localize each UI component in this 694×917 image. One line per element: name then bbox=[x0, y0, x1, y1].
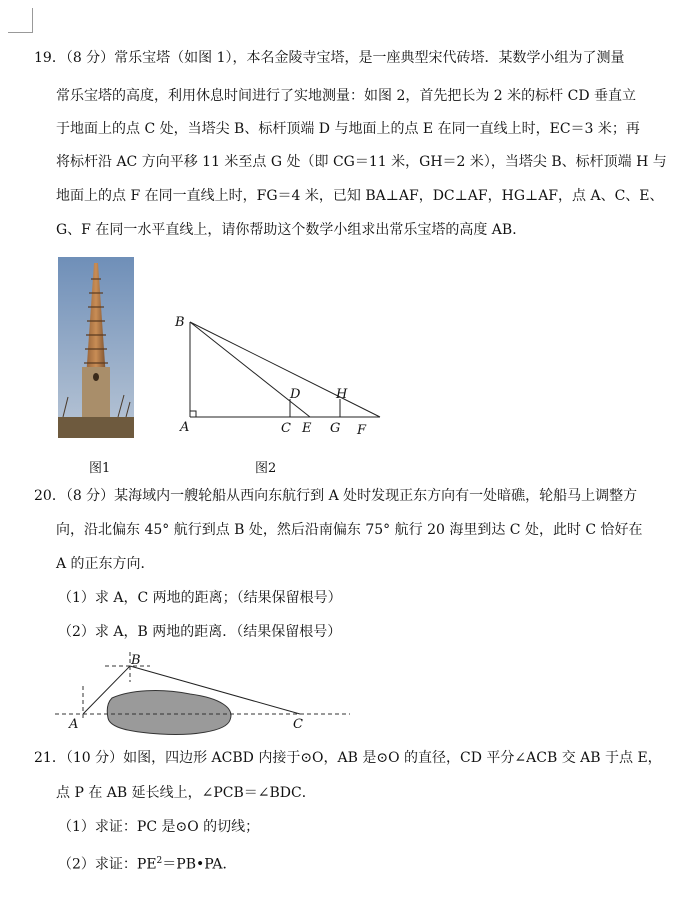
label-d: D bbox=[290, 387, 301, 402]
q21-part-2-suffix: ＝PB•PA． bbox=[162, 856, 237, 873]
figure-2-caption: 图2 bbox=[255, 461, 277, 476]
q21-part-1: （1）求证：PC 是⊙O 的切线； bbox=[58, 819, 260, 835]
q19-line-2: 常乐宝塔的高度，利用休息时间进行了实地测量：如图 2，首先把长为 2 米的标杆 CD 垂直立 bbox=[56, 88, 636, 104]
pagoda-photo bbox=[58, 257, 134, 438]
label-e: E bbox=[302, 421, 312, 436]
label-b: B bbox=[131, 653, 141, 668]
sight-line-be bbox=[190, 322, 310, 417]
q19-line-4: 将标杆沿 AC 方向平移 11 米至点 G 处（即 CG＝11 米，GH＝2 米），当塔尖 B、标杆顶端 H 与 bbox=[56, 154, 667, 170]
q19-line-5: 地面上的点 F 在同一直线上时，FG＝4 米，已知 BA⊥AF，DC⊥AF，HG⊥AF，点 A、C、E、 bbox=[56, 188, 664, 204]
label-g: G bbox=[330, 421, 341, 436]
q20-figure bbox=[50, 648, 360, 738]
label-b: B bbox=[175, 315, 185, 330]
q21-line-2: 点 P 在 AB 延长线上，∠PCB＝∠BDC． bbox=[56, 785, 316, 801]
q21-part-2-exponent: 2 bbox=[156, 856, 163, 866]
q19-line-3: 于地面上的点 C 处，当塔尖 B、标杆顶端 D 与地面上的点 E 在同一直线上时，EC＝3 米；再 bbox=[56, 121, 640, 137]
right-angle-a bbox=[190, 411, 196, 417]
label-c: C bbox=[281, 421, 291, 436]
figure-1-caption: 图1 bbox=[89, 461, 111, 476]
label-h: H bbox=[336, 387, 348, 402]
q20-line-1: 20．（8 分）某海域内一艘轮船从西向东航行到 A 处时发现正东方向有一处暗礁，轮船马上调整方 bbox=[34, 488, 638, 504]
q20-part-1: （1）求 A，C 两地的距离；（结果保留根号） bbox=[58, 590, 342, 606]
q21-line-1: 21．（10 分）如图，四边形 ACBD 内接于⊙O，AB 是⊙O 的直径，CD 平分∠ACB 交 AB 于点 E， bbox=[34, 750, 662, 766]
figure-2-diagram bbox=[150, 305, 390, 440]
sight-line-bf bbox=[190, 322, 380, 417]
q20-line-2: 向，沿北偏东 45° 航行到点 B 处，然后沿南偏东 75° 航行 20 海里到达 C 处，此时 C 恰好在 bbox=[56, 522, 643, 538]
q19-line-1: 19．（8 分）常乐宝塔（如图 1），本名金陵寺宝塔，是一座典型宋代砖塔．某数学小组为了测量 bbox=[34, 50, 625, 66]
q21-part-2 bbox=[58, 851, 237, 875]
q21-part-2-prefix: （2）求证：PE bbox=[58, 856, 157, 873]
q20-line-3: A 的正东方向． bbox=[56, 556, 155, 572]
label-c: C bbox=[293, 717, 303, 732]
label-f: F bbox=[357, 423, 367, 438]
page-corner-mark bbox=[8, 8, 33, 33]
label-a: A bbox=[180, 420, 190, 435]
label-a: A bbox=[69, 717, 79, 732]
q20-part-2: （2）求 A，B 两地的距离．（结果保留根号） bbox=[58, 624, 342, 640]
reef-shape bbox=[107, 691, 231, 735]
q19-line-6: G、F 在同一水平直线上，请你帮助这个数学小组求出常乐宝塔的高度 AB． bbox=[56, 222, 527, 238]
